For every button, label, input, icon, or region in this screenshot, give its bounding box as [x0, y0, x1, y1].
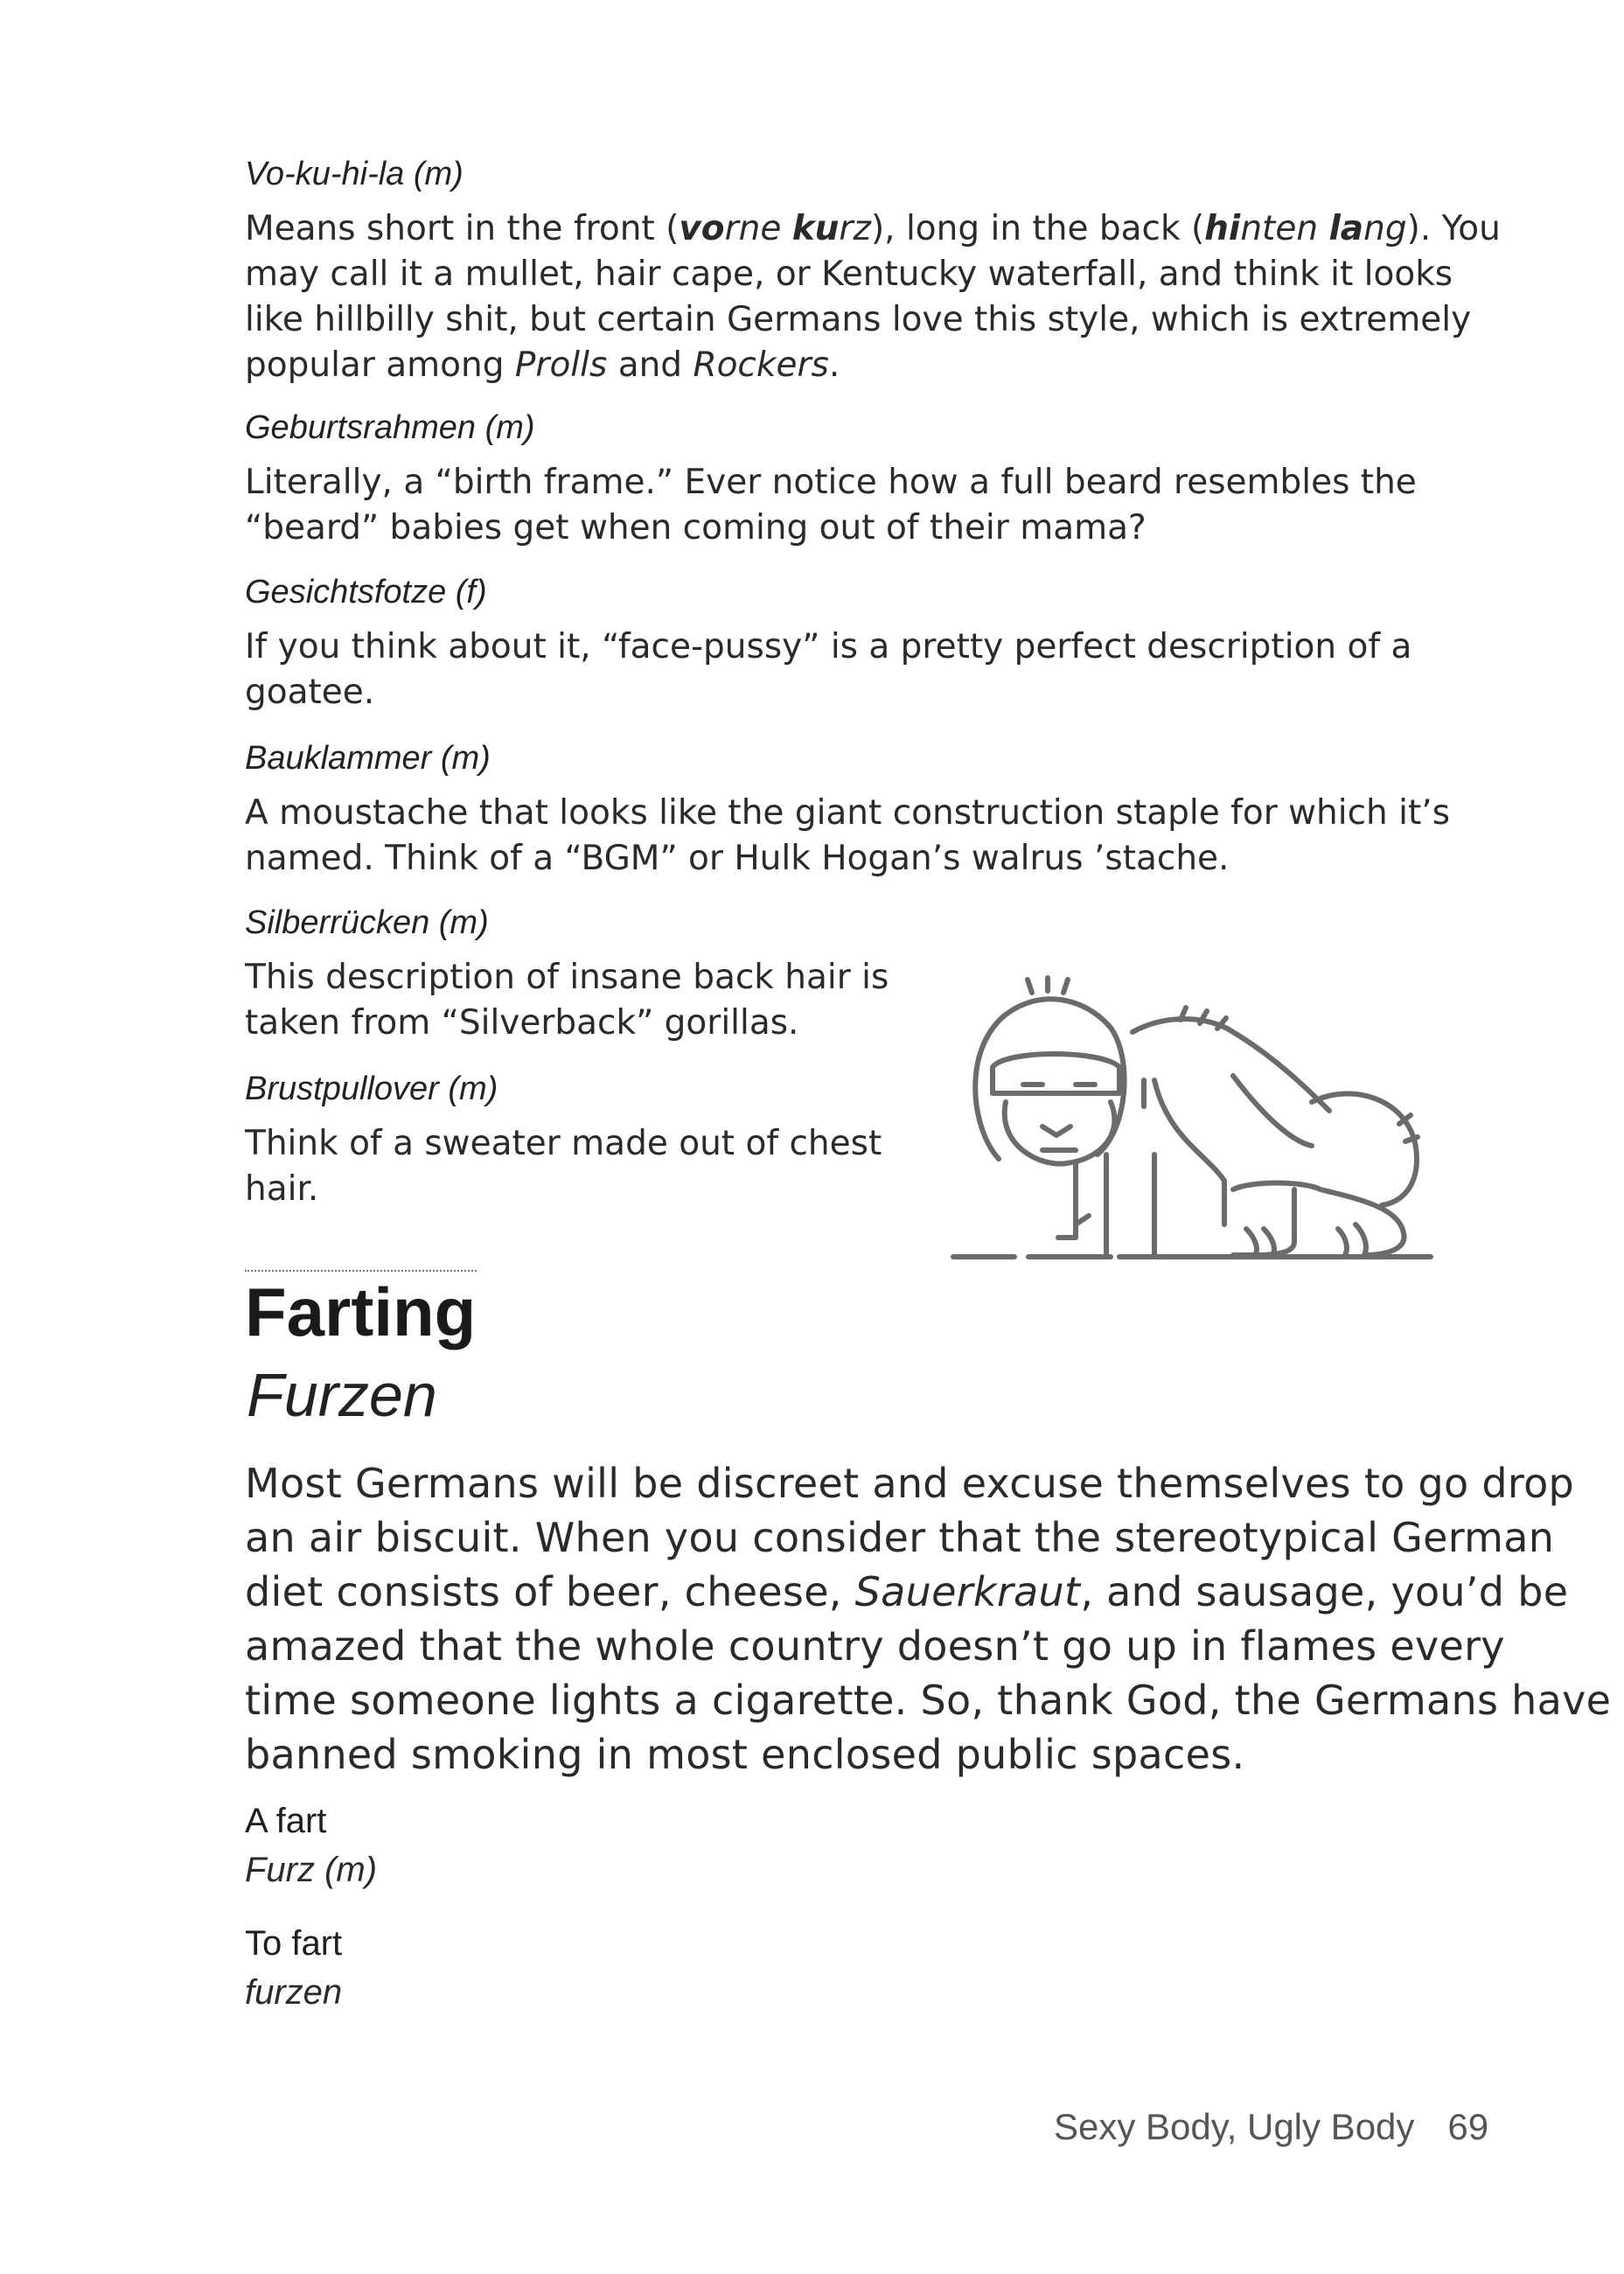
body-line: Most Germans will be discreet and excuse themselves to go drop — [245, 1460, 1575, 1507]
italic-text: Rockers — [693, 345, 829, 385]
body-line: time someone lights a cigarette. So, thank God, the Germans have — [245, 1677, 1612, 1724]
section-divider — [245, 1270, 477, 1272]
emphasis-text: ku — [791, 209, 840, 248]
chapter-title: Sexy Body, Ugly Body — [1054, 2106, 1415, 2147]
section-body-paragraph — [245, 1456, 1612, 1782]
entry-definition-vokuhila — [245, 206, 1501, 388]
definition-line: Literally, a “birth frame.” Ever notice how a full beard resembles the — [245, 463, 1417, 502]
body-line: diet consists of beer, cheese, Sauerkraut, and sausage, you’d be — [245, 1568, 1569, 1615]
definition-line: may call it a mullet, hair cape, or Kentucky waterfall, and think it looks — [245, 255, 1453, 294]
italic-text: Prolls — [514, 345, 608, 385]
italic-text: rz — [839, 209, 871, 248]
emphasis-text: hi — [1204, 209, 1241, 248]
gorilla-illustration — [944, 927, 1452, 1277]
entry-definition-gesichtsfotze — [245, 624, 1411, 715]
definition-line: popular among Prolls and Rockers. — [245, 345, 840, 385]
entry-definition-bauklammer — [245, 791, 1450, 882]
phrase-english-a-fart: A fart — [245, 1802, 327, 1840]
definition-line: goatee. — [245, 673, 375, 712]
entry-definition-geburtsrahmen — [245, 460, 1417, 551]
body-line: an air biscuit. When you consider that the stereotypical German — [245, 1514, 1555, 1561]
entry-term-gesichtsfotze: Gesichtsfotze (f) — [245, 574, 487, 610]
phrase-german-furzen: furzen — [245, 1973, 343, 2012]
italic-text: Sauerkraut — [854, 1568, 1081, 1615]
definition-line: “beard” babies get when coming out of their mama? — [245, 508, 1147, 548]
entry-term-geburtsrahmen: Geburtsrahmen (m) — [245, 409, 535, 446]
section-title: Farting — [245, 1273, 477, 1350]
phrase-english-to-fart: To fart — [245, 1924, 343, 1963]
definition-line: Means short in the front (vorne kurz), long in the back (hinten lang). You — [245, 209, 1501, 248]
emphasis-text: vo — [679, 209, 725, 248]
entry-term-silberruecken: Silberrücken (m) — [245, 904, 489, 941]
body-line: amazed that the whole country doesn’t go up in flames every — [245, 1622, 1505, 1670]
definition-line: named. Think of a “BGM” or Hulk Hogan’s walrus ’stache. — [245, 839, 1230, 878]
entry-term-bauklammer: Bauklammer (m) — [245, 740, 491, 777]
entry-term-vokuhila: Vo-ku-hi-la (m) — [245, 156, 464, 192]
entry-definition-silberruecken — [245, 955, 889, 1046]
emphasis-text: la — [1328, 209, 1364, 248]
entry-term-brustpullover: Brustpullover (m) — [245, 1071, 498, 1107]
italic-text: ng — [1363, 209, 1407, 248]
definition-line: hair. — [245, 1169, 319, 1209]
italic-text: nten — [1240, 209, 1329, 248]
definition-line: If you think about it, “face-pussy” is a pretty perfect description of a — [245, 627, 1412, 666]
definition-line: like hillbilly shit, but certain Germans love this style, which is extremely — [245, 300, 1472, 339]
definition-line: taken from “Silverback” gorillas. — [245, 1003, 799, 1043]
entry-definition-brustpullover — [245, 1121, 882, 1212]
body-line: banned smoking in most enclosed public spaces. — [245, 1731, 1245, 1778]
definition-line: Think of a sweater made out of chest — [245, 1124, 882, 1163]
phrase-german-furz: Furz (m) — [245, 1851, 378, 1889]
section-subtitle: Furzen — [247, 1361, 437, 1429]
definition-line: This description of insane back hair is — [245, 958, 889, 997]
page-footer — [1054, 2106, 1488, 2148]
definition-line: A moustache that looks like the giant construction staple for which it’s — [245, 793, 1451, 833]
page-number: 69 — [1447, 2106, 1489, 2147]
italic-text: rne — [724, 209, 792, 248]
